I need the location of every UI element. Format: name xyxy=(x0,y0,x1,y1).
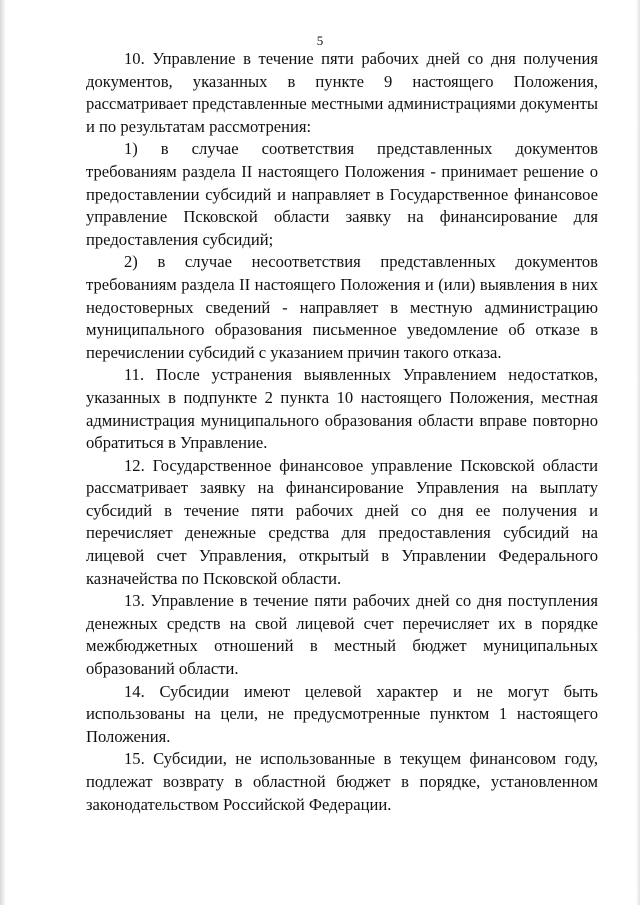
paragraph-subitem-1: 1) в случае соответствия представленных документов требованиям раздела II настоящего Положения - принимает решение о предоставлении субсидий и направляет в Государственное финансовое управление Псковской области заявку на финансирование для предоставления субсидий; xyxy=(86,139,598,249)
paragraph-item-11: 11. После устранения выявленных Управлением недостатков, указанных в подпункте 2 пункта 10 настоящего Положения, местная администрация муниципального образования области вправе повторно обратиться в Управление. xyxy=(86,365,598,453)
paragraph-item-15: 15. Субсидии, не использованные в текущем финансовом году, подлежат возврату в областной бюджет в порядке, установленном законодательством Российской Федерации. xyxy=(86,749,598,814)
paragraph-item-10: 10. Управление в течение пяти рабочих дней со дня получения документов, указанных в пункте 9 настоящего Положения, рассматривает представленные местными администрациями документы и по результатам рассмотрения: xyxy=(86,49,598,136)
document-body xyxy=(86,48,598,816)
page-number: 5 xyxy=(316,33,324,48)
paragraph-subitem-2: 2) в случае несоответствия представленных документов требованиям раздела II настоящего Положения и (или) выявления в них недостоверных сведений - направляет в местную администрацию муниципального образования письменное уведомление об отказе в перечислении субсидий с указанием причин такого отказа. xyxy=(86,252,598,362)
scan-edge-left xyxy=(0,0,6,905)
scan-edge-right xyxy=(636,0,640,905)
paragraph-item-12: 12. Государственное финансовое управление Псковской области рассматривает заявку на финансирование Управления на выплату субсидий в течение пяти рабочих дней со дня ее получения и перечисляет денежные средства для предоставления субсидий на лицевой счет Управления, открытый в Управлении Федерального казначейства по Псковской области. xyxy=(86,455,598,588)
paragraph-item-14: 14. Субсидии имеют целевой характер и не могут быть использованы на цели, не предусмотренные пунктом 1 настоящего Положения. xyxy=(86,681,598,746)
paragraph-item-13: 13. Управление в течение пяти рабочих дней со дня поступления денежных средств на свой лицевой счет перечисляет их в порядке межбюджетных отношений в местный бюджет муниципальных образований области. xyxy=(86,591,598,679)
